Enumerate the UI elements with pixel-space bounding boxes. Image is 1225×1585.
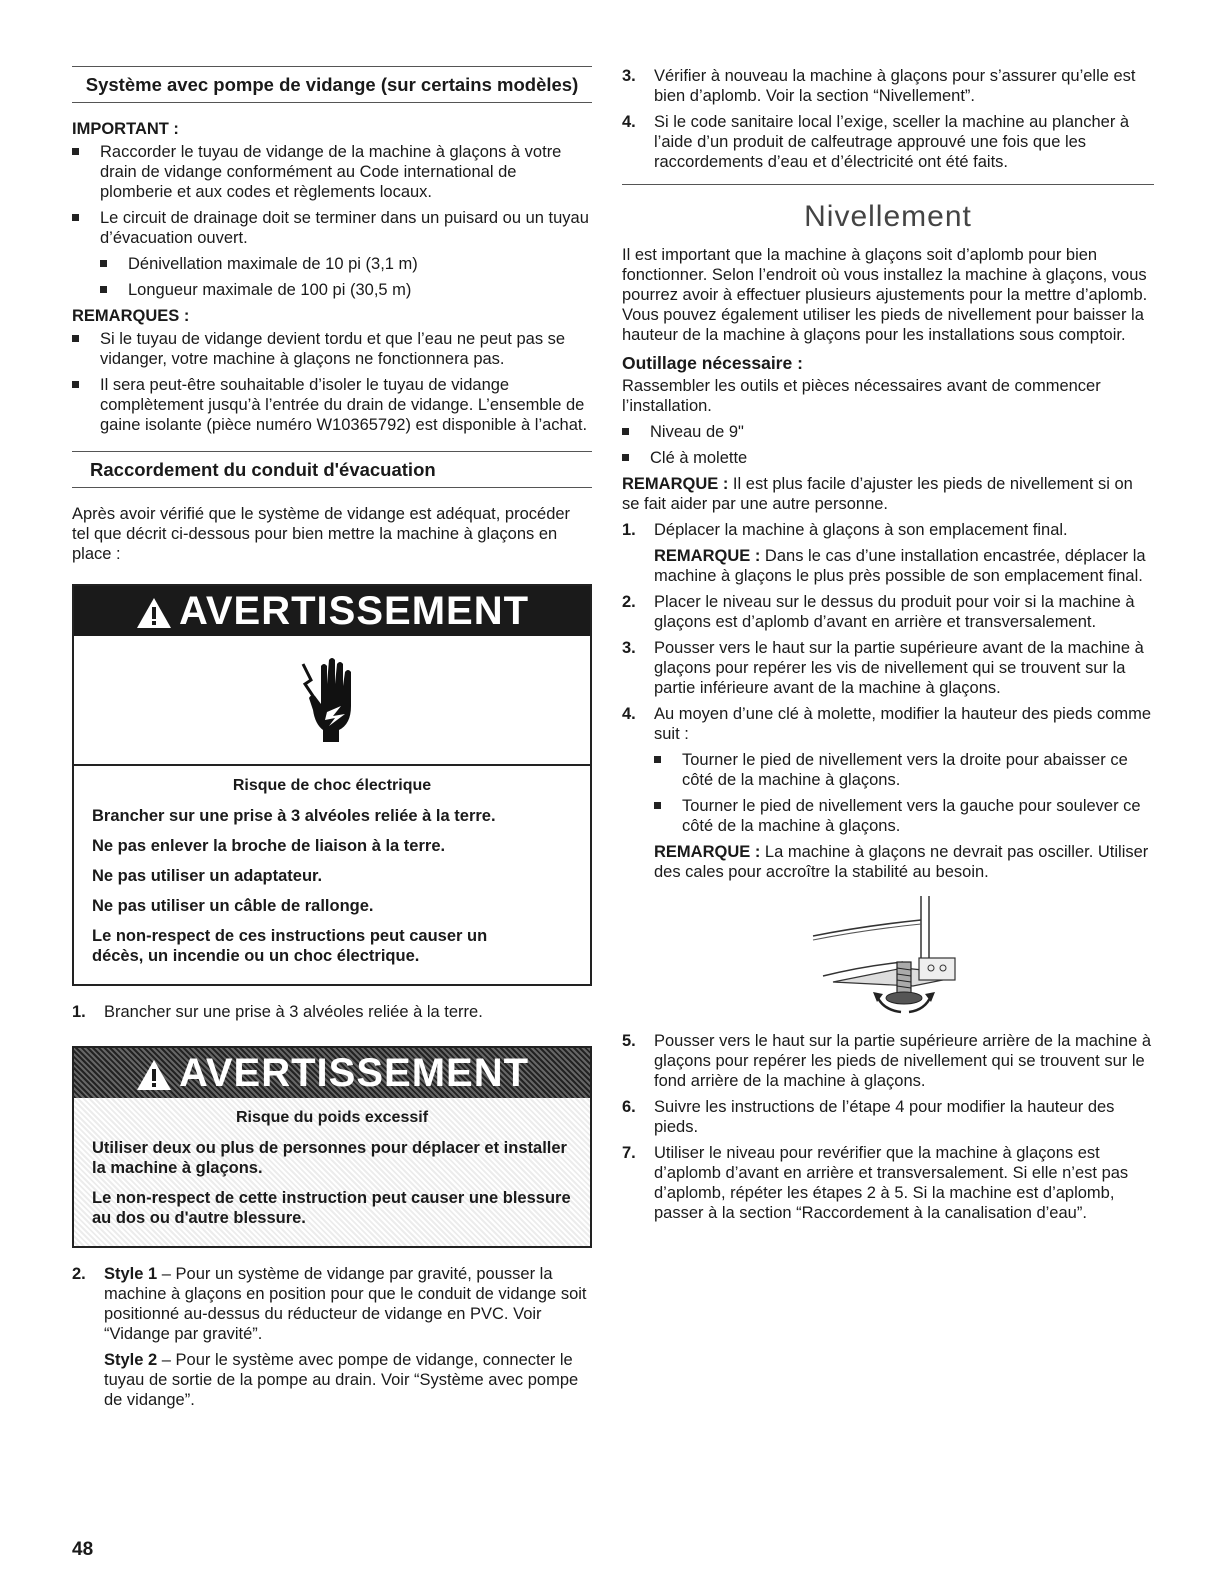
warning-line: Le non-respect de cette instruction peut causer une blessure au dos ou d'autre blessure. [92,1189,571,1227]
warning-line: Brancher sur une prise à 3 alvéoles reliée à la terre. [92,807,496,825]
style-text: – Pour un système de vidange par gravité, pousser la machine à glaçons en position pour que le conduit de vidange soit positionné au-dessus du réducteur de vidange en PVC. Voir “Vidange par gravité”. [104,1265,587,1343]
step-4 [622,112,1154,172]
step-number: 1. [622,521,636,539]
list-item: Tourner le pied de nivellement vers la gauche pour soulever ce côté de la machine à glaçons. [654,796,1154,836]
electric-shock-icon [74,636,590,766]
warning-triangle-icon [135,1058,173,1092]
remarque-label: REMARQUE : [622,475,729,493]
step-text: Utiliser le niveau pour revérifier que la machine à glaçons est d’aplomb d’avant en arrière et transversalement. Si elle n’est pas d’aplomb, répéter les étapes 2 à 5. Si la machine est d’aplomb, passer à la section “Raccordement à la canalisation d’eau”. [654,1144,1129,1222]
step-number: 4. [622,113,636,131]
list-item: Il sera peut-être souhaitable d’isoler le tuyau de vidange complètement jusqu’à l’entrée du drain de vidange. L’ensemble de gaine isolante (pièce numéro W10365792) est disponible à l’achat. [72,375,592,435]
warning-line: Le non-respect de ces instructions peut causer un décès, un incendie ou un choc électrique. [92,927,488,965]
warning-line: Utiliser deux ou plus de personnes pour déplacer et installer la machine à glaçons. [92,1139,567,1177]
step-text: Brancher sur une prise à 3 alvéoles reliée à la terre. [104,1003,483,1021]
list-item: Raccorder le tuyau de vidange de la machine à glaçons à votre drain de vidange conformément au Code international de plomberie et aux codes et règlements locaux. [72,142,592,202]
level-step-1 [622,520,1154,586]
tools-heading: Outillage nécessaire : [622,353,803,373]
step-number: 6. [622,1098,636,1116]
warning-header-text: AVERTISSEMENT [178,589,530,633]
step-number: 3. [622,639,636,657]
right-column [622,66,1154,1229]
left-column [72,66,592,1416]
step-3 [622,66,1154,106]
electric-warning-box [72,584,592,986]
page-number: 48 [72,1539,94,1560]
warning-triangle-icon [135,596,173,630]
nivellement-title: Nivellement [804,200,972,233]
step-text: Suivre les instructions de l’étape 4 pour modifier la hauteur des pieds. [654,1098,1115,1136]
step-text: Au moyen d’une clé à molette, modifier la hauteur des pieds comme suit : [654,705,1152,743]
tools-intro: Rassembler les outils et pièces nécessaires avant de commencer l’installation. [622,377,1101,415]
step-1 [72,1002,592,1022]
warning-title: Risque de choc électrique [232,777,432,794]
remarque [622,474,1154,514]
step-text: Vérifier à nouveau la machine à glaçons pour s’assurer qu’elle est bien d’aplomb. Voir la section “Nivellement”. [654,67,1136,105]
step-number: 2. [622,593,636,611]
vent-heading: Raccordement du conduit d'évacuation [72,452,592,488]
step-number: 5. [622,1032,636,1050]
warning-body [74,766,590,984]
step-text: Pousser vers le haut sur la partie supérieure arrière de la machine à glaçons pour repérer les pieds de nivellement qui se trouvent sur le fond arrière de la machine à glaçons. [654,1032,1152,1090]
warning-line: Ne pas utiliser un câble de rallonge. [92,897,374,915]
list-item: Si le tuyau de vidange devient tordu et que l’eau ne peut pas se vidanger, votre machine à glaçons ne fonctionnera pas. [72,329,592,369]
note-text: La machine à glaçons ne devrait pas osciller. Utiliser des cales pour accroître la stabilité au besoin. [654,843,1149,881]
weight-warning-box [72,1046,592,1248]
step-text: Déplacer la machine à glaçons à son emplacement final. [654,521,1068,539]
warning-header [74,586,590,636]
leveling-foot-icon [803,896,973,1016]
vent-intro: Après avoir vérifié que le système de vidange est adéquat, procéder tel que décrit ci-dessous pour bien mettre la machine à glaçons en place : [72,505,571,563]
warning-title: Risque du poids excessif [235,1109,429,1126]
level-step-4 [622,704,1154,882]
warning-line: Ne pas enlever la broche de liaison à la terre. [92,837,446,855]
step-number: 4. [622,705,636,723]
important-label: IMPORTANT : [72,120,179,138]
level-step-3 [622,638,1154,698]
nivellement-intro: Il est important que la machine à glaçons soit d’aplomb pour bien fonctionner. Selon l’endroit où vous installez la machine à glaçons, vous pourrez avoir à effectuer plusieurs ajustements pour la mettre d’aplomb. Vous pouvez également utiliser les pieds de nivellement pour baisser la hauteur de la machine à glaçons pour les installations sous comptoir. [622,246,1148,344]
list-item: Niveau de 9" [622,422,1154,442]
step-text: Placer le niveau sur le dessus du produit pour voir si la machine à glaçons est d’aplomb d’avant en arrière et transversalement. [654,593,1135,631]
level-step-5 [622,1031,1154,1091]
list-item: Clé à molette [622,448,1154,468]
level-step-7 [622,1143,1154,1223]
step-number: 1. [72,1003,86,1021]
note-label: REMARQUE : [654,843,761,861]
step-number: 3. [622,67,636,85]
step-text: Pousser vers le haut sur la partie supérieure avant de la machine à glaçons pour repérer les vis de nivellement qui se trouvent sur la partie inférieure avant de la machine à glaçons. [654,639,1144,697]
divider [622,184,1154,185]
note-label: REMARQUE : [654,547,761,565]
style-text: – Pour le système avec pompe de vidange, connecter le tuyau de sortie de la pompe au drain. Voir “Système avec pompe de vidange”. [104,1351,579,1409]
warning-header-text: AVERTISSEMENT [178,1051,530,1095]
list-item: Tourner le pied de nivellement vers la droite pour abaisser ce côté de la machine à glaçons. [654,750,1154,790]
step-number: 7. [622,1144,636,1162]
pump-heading: Système avec pompe de vidange (sur certains modèles) [72,67,592,103]
style-label: Style 2 [104,1351,158,1369]
style-label: Style 1 [104,1265,158,1283]
remarques-label: REMARQUES : [72,307,190,325]
remarque-text: Il est plus facile d’ajuster les pieds de nivellement si on se fait aider par une autre personne. [622,475,1133,513]
step-2 [72,1264,592,1410]
list-item: Dénivellation maximale de 10 pi (3,1 m) [100,254,592,274]
leveling-foot-illustration [622,896,1154,1021]
warning-body [74,1098,590,1246]
list-item: Longueur maximale de 100 pi (30,5 m) [100,280,592,300]
note-text: Dans le cas d’une installation encastrée, déplacer la machine à glaçons le plus près possible de son emplacement final. [654,547,1146,585]
list-item: Le circuit de drainage doit se terminer dans un puisard ou un tuyau d’évacuation ouvert. [72,208,592,248]
step-number: 2. [72,1265,86,1283]
warning-line: Ne pas utiliser un adaptateur. [92,867,323,885]
level-step-6 [622,1097,1154,1137]
level-step-2 [622,592,1154,632]
warning-header [74,1048,590,1098]
step-text: Si le code sanitaire local l’exige, sceller la machine au plancher à l’aide d’un produit de calfeutrage approuvé une fois que les raccordements d’eau et d’électricité ont été faits. [654,113,1130,171]
